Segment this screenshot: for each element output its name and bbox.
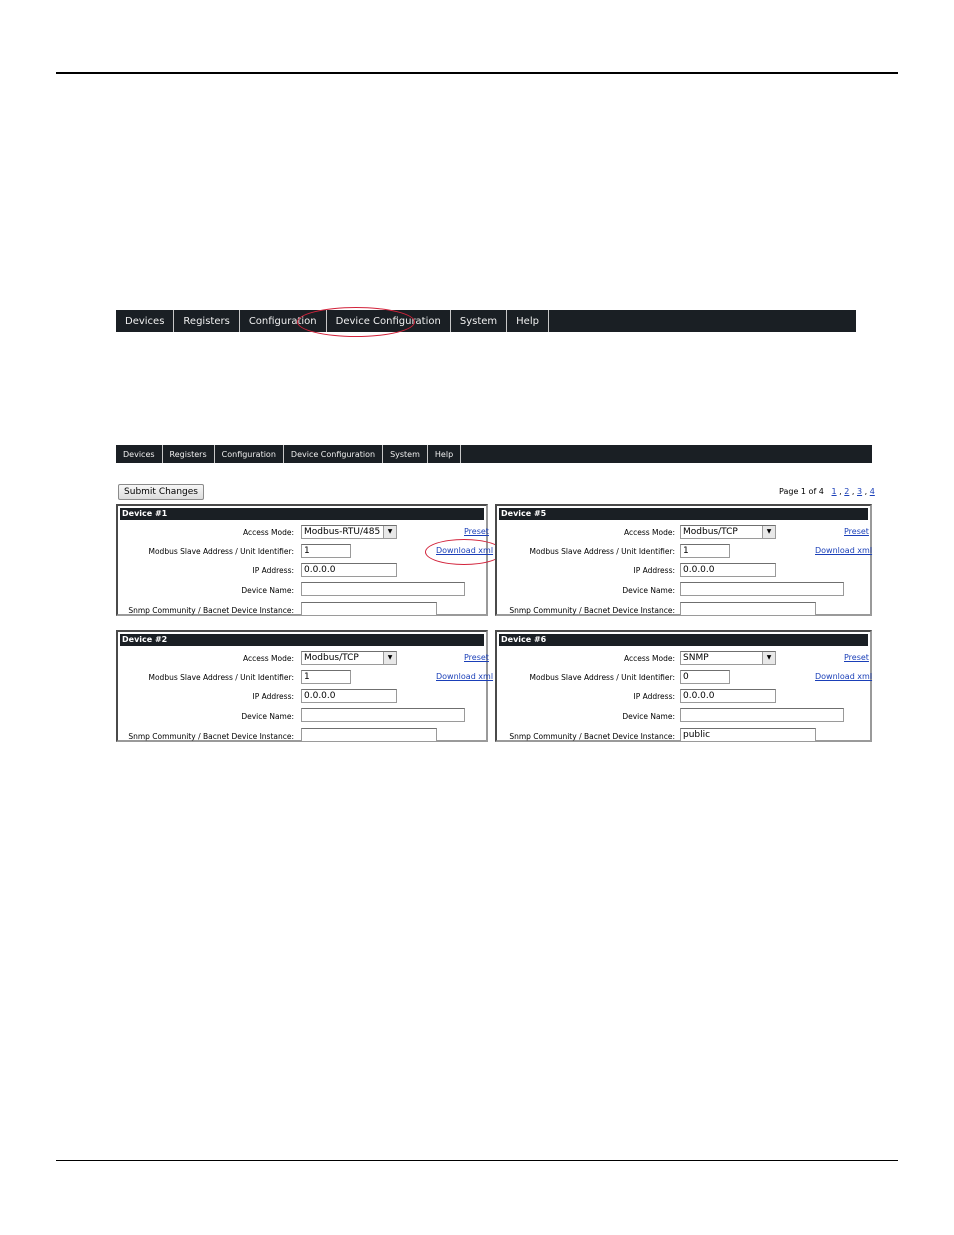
access-mode-value: Modbus/TCP — [304, 653, 359, 663]
community-input[interactable] — [680, 602, 816, 616]
preset-link[interactable]: Preset — [464, 527, 489, 536]
access-mode-select[interactable] — [301, 651, 397, 665]
footer-rule — [56, 1160, 898, 1161]
nav-item-help[interactable]: Help — [428, 445, 461, 463]
ip-address-label: IP Address: — [633, 692, 675, 701]
device-title: Device #5 — [499, 508, 868, 520]
community-input[interactable]: public — [680, 728, 816, 742]
device-name-input[interactable] — [680, 708, 844, 722]
slave-address-label: Modbus Slave Address / Unit Identifier: — [148, 547, 294, 556]
nav-item-configuration[interactable]: Configuration — [240, 310, 327, 332]
access-mode-select[interactable] — [680, 651, 776, 665]
device-name-input[interactable] — [301, 582, 465, 596]
preset-link[interactable]: Preset — [844, 527, 869, 536]
slave-address-input[interactable]: 0 — [680, 670, 730, 684]
device-title: Device #1 — [120, 508, 484, 520]
ip-address-label: IP Address: — [252, 692, 294, 701]
page-link-4[interactable]: 4 — [869, 487, 875, 496]
access-mode-label: Access Mode: — [623, 528, 675, 537]
community-input[interactable] — [301, 602, 437, 616]
navbar-primary — [116, 310, 856, 332]
page-link-2[interactable]: 2 — [844, 487, 850, 496]
slave-address-label: Modbus Slave Address / Unit Identifier: — [529, 673, 675, 682]
nav-item-devices[interactable]: Devices — [116, 445, 163, 463]
access-mode-value: Modbus/TCP — [683, 527, 738, 537]
slave-address-input[interactable]: 1 — [680, 544, 730, 558]
device-name-label: Device Name: — [622, 586, 675, 595]
download-xml-link[interactable]: Download xml — [815, 546, 873, 555]
ip-address-input[interactable]: 0.0.0.0 — [301, 689, 397, 703]
access-mode-label: Access Mode: — [242, 528, 294, 537]
device-title: Device #6 — [499, 634, 868, 646]
device-panel-2 — [116, 630, 494, 742]
access-mode-value: Modbus-RTU/485 — [304, 527, 381, 537]
device-panel-1 — [116, 504, 494, 616]
nav-item-devices[interactable]: Devices — [116, 310, 174, 332]
nav-item-help[interactable]: Help — [507, 310, 549, 332]
slave-address-input[interactable]: 1 — [301, 544, 351, 558]
ip-address-label: IP Address: — [252, 566, 294, 575]
page-link-3[interactable]: 3 — [857, 487, 863, 496]
ip-address-input[interactable]: 0.0.0.0 — [301, 563, 397, 577]
ip-address-input[interactable]: 0.0.0.0 — [680, 563, 776, 577]
slave-address-label: Modbus Slave Address / Unit Identifier: — [529, 547, 675, 556]
device-panel-5 — [495, 504, 872, 616]
access-mode-select[interactable] — [680, 525, 776, 539]
nav-item-system[interactable]: System — [383, 445, 428, 463]
download-xml-link[interactable]: Download xml — [436, 672, 494, 681]
community-label: Snmp Community / Bacnet Device Instance: — [509, 732, 675, 741]
device-name-label: Device Name: — [241, 712, 294, 721]
nav-item-configuration[interactable]: Configuration — [215, 445, 284, 463]
download-xml-link[interactable]: Download xml — [436, 546, 494, 555]
nav-item-device-configuration[interactable]: Device Configuration — [284, 445, 383, 463]
header-rule — [56, 72, 898, 74]
download-xml-link[interactable]: Download xml — [815, 672, 873, 681]
submit-changes-button[interactable]: Submit Changes — [118, 484, 204, 500]
page-indicator: Page 1 of 4 — [779, 487, 824, 496]
access-mode-select[interactable] — [301, 525, 397, 539]
nav-item-device-configuration[interactable]: Device Configuration — [327, 310, 451, 332]
navbar-secondary — [116, 445, 872, 463]
device-name-label: Device Name: — [622, 712, 675, 721]
nav-item-registers[interactable]: Registers — [174, 310, 239, 332]
access-mode-label: Access Mode: — [623, 654, 675, 663]
page-link-1[interactable]: 1 — [831, 487, 837, 496]
device-title: Device #2 — [120, 634, 484, 646]
slave-address-label: Modbus Slave Address / Unit Identifier: — [148, 673, 294, 682]
access-mode-value: SNMP — [683, 653, 709, 663]
pagination: Page 1 of 4 1 , 2 , 3 , 4 — [779, 487, 875, 496]
chevron-down-icon: ▼ — [383, 526, 396, 538]
access-mode-label: Access Mode: — [242, 654, 294, 663]
chevron-down-icon: ▼ — [762, 526, 775, 538]
nav-item-system[interactable]: System — [451, 310, 507, 332]
device-panel-6 — [495, 630, 872, 742]
preset-link[interactable]: Preset — [844, 653, 869, 662]
preset-link[interactable]: Preset — [464, 653, 489, 662]
community-label: Snmp Community / Bacnet Device Instance: — [509, 606, 675, 615]
community-input[interactable] — [301, 728, 437, 742]
device-name-label: Device Name: — [241, 586, 294, 595]
community-label: Snmp Community / Bacnet Device Instance: — [128, 606, 294, 615]
chevron-down-icon: ▼ — [383, 652, 396, 664]
chevron-down-icon: ▼ — [762, 652, 775, 664]
device-name-input[interactable] — [301, 708, 465, 722]
device-name-input[interactable] — [680, 582, 844, 596]
nav-item-registers[interactable]: Registers — [163, 445, 215, 463]
community-label: Snmp Community / Bacnet Device Instance: — [128, 732, 294, 741]
slave-address-input[interactable]: 1 — [301, 670, 351, 684]
ip-address-input[interactable]: 0.0.0.0 — [680, 689, 776, 703]
ip-address-label: IP Address: — [633, 566, 675, 575]
